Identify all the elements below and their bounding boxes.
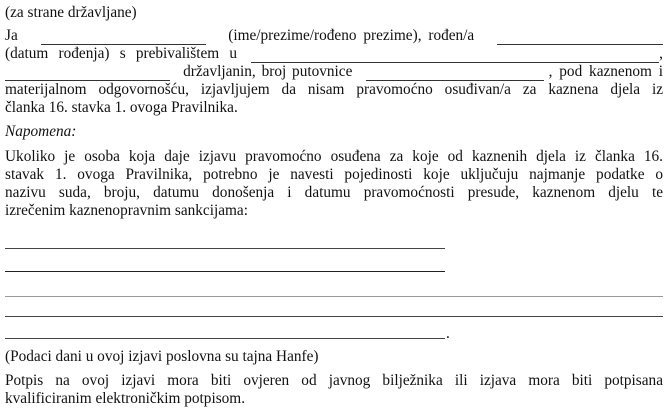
signature-note-line: kvalificiranim elektroničkim potpisom. [5, 390, 246, 407]
label-ja: Ja [5, 27, 18, 44]
note-line: izrečenim kaznenopravnim sankcijama: [5, 202, 248, 219]
end-period: . [446, 325, 450, 342]
details-line[interactable] [5, 271, 445, 272]
details-line[interactable] [5, 316, 663, 317]
declaration-line-1 [5, 27, 663, 45]
header: (za strane državljane) [5, 4, 137, 21]
confidential-note: (Podaci dani u ovoj izjavi poslovna su tajna Hanfe) [5, 348, 319, 365]
note-line: Ukoliko je osoba koja daje izjavu pravomoćno osuđena za koje od kaznenih djela iz članka 16. [5, 148, 663, 165]
note-line: nazivu suda, broju, datumu donošenja i datumu pravomoćnosti presude, kaznenom djelu te [5, 184, 663, 201]
details-line[interactable] [5, 248, 445, 249]
label-passport: državljanin, broj putovnice [183, 63, 353, 80]
declaration-line-2 [5, 45, 663, 63]
citizenship-field[interactable] [5, 66, 170, 81]
signature-note-line: Potpis na ovoj izjavi mora biti ovjeren od javnog bilježnika ili izjava mora biti potpisana [5, 372, 663, 389]
label-liability: , pod kaznenom i [548, 63, 663, 80]
declaration-line-5: članka 16. stavka 1. ovoga Pravilnika. [5, 99, 238, 116]
name-field[interactable] [41, 30, 206, 45]
details-line[interactable] [5, 296, 663, 297]
residence-field[interactable] [251, 48, 659, 63]
declaration-line-4: materijalnom odgovornošću, izjavljujem da nisam pravomoćno osuđivan/a za kaznena djela iz [5, 81, 663, 98]
comma: , [659, 45, 663, 62]
note-line: stavak 1. ovoga Pravilnika, potrebno je navesti pojedinosti koje uključuju najmanje podatke o [5, 166, 663, 183]
passport-field[interactable] [366, 66, 544, 81]
declaration-line-3 [5, 63, 663, 81]
label-name: (ime/prezime/rođeno prezime), rođen/a [228, 27, 475, 44]
birth-field[interactable] [497, 30, 663, 45]
note-title: Napomena: [5, 123, 77, 140]
details-line[interactable] [5, 338, 445, 339]
label-birthdate-residence: (datum rođenja) s prebivalištem u [5, 45, 237, 62]
